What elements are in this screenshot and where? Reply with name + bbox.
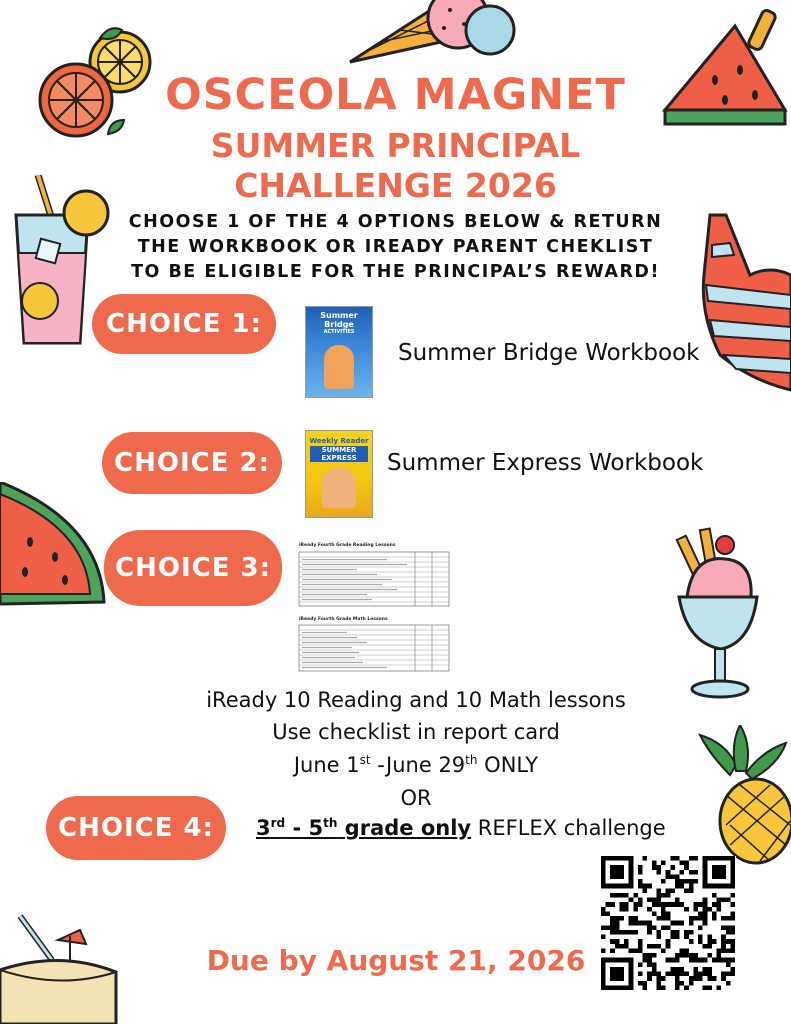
choice-2-text: Summer Express Workbook (387, 450, 704, 476)
math-checklist-table (297, 624, 457, 674)
choice-1-badge: CHOICE 1: (92, 294, 276, 354)
summer-bridge-book-cover (305, 306, 373, 398)
reading-checklist-table (297, 551, 457, 611)
checklist-reading-title: iReady Fourth Grade Reading Lessons (299, 543, 396, 548)
watermelon-slice-icon (0, 482, 110, 622)
ice-cream-cone-icon (340, 0, 520, 70)
instruction-line-2: THE WORKBOOK OR IREADY PARENT CHEKLIST (137, 237, 654, 257)
iready-line-2: Use checklist in report card (272, 720, 560, 744)
checklist-math-title: iReady Fourth Grade Math Lessons (299, 617, 388, 622)
choice-1-text: Summer Bridge Workbook (398, 340, 700, 366)
book1-brand: Summer Bridge (320, 311, 358, 329)
sundae-icon (665, 525, 765, 705)
swimsuit-icon (690, 205, 791, 405)
instruction-line-3: TO BE ELIGIBLE FOR THE PRINCIPAL’S REWARD! (131, 262, 660, 282)
page-subtitle-2: CHALLENGE 2026 (234, 166, 557, 205)
choice-4-badge: CHOICE 4: (46, 796, 226, 860)
page-subtitle-1: SUMMER PRINCIPAL (210, 126, 581, 165)
page-title: OSCEOLA MAGNET (165, 70, 626, 120)
reflex-challenge-text: 3rd - 5th grade only REFLEX challenge (256, 816, 666, 840)
iready-dates: June 1st -June 29th ONLY (293, 753, 539, 777)
coconut-drink-icon (0, 910, 120, 1024)
book1-sub: ACTIVITIES (323, 329, 355, 335)
summer-express-book-cover (305, 430, 373, 518)
book2-brand: Weekly Reader (309, 437, 369, 445)
or-divider: OR (400, 786, 432, 810)
iready-line-1: iReady 10 Reading and 10 Math lessons (206, 688, 626, 712)
iready-checklist-preview (297, 535, 457, 677)
due-date: Due by August 21, 2026 (206, 944, 586, 977)
instruction-line-1: CHOOSE 1 OF THE 4 OPTIONS BELOW & RETURN (128, 212, 663, 232)
choice-3-badge: CHOICE 3: (104, 530, 282, 606)
book2-sub: SUMMER EXPRESS (310, 446, 368, 462)
choice-2-badge: CHOICE 2: (102, 432, 282, 494)
qr-code[interactable] (600, 856, 736, 990)
